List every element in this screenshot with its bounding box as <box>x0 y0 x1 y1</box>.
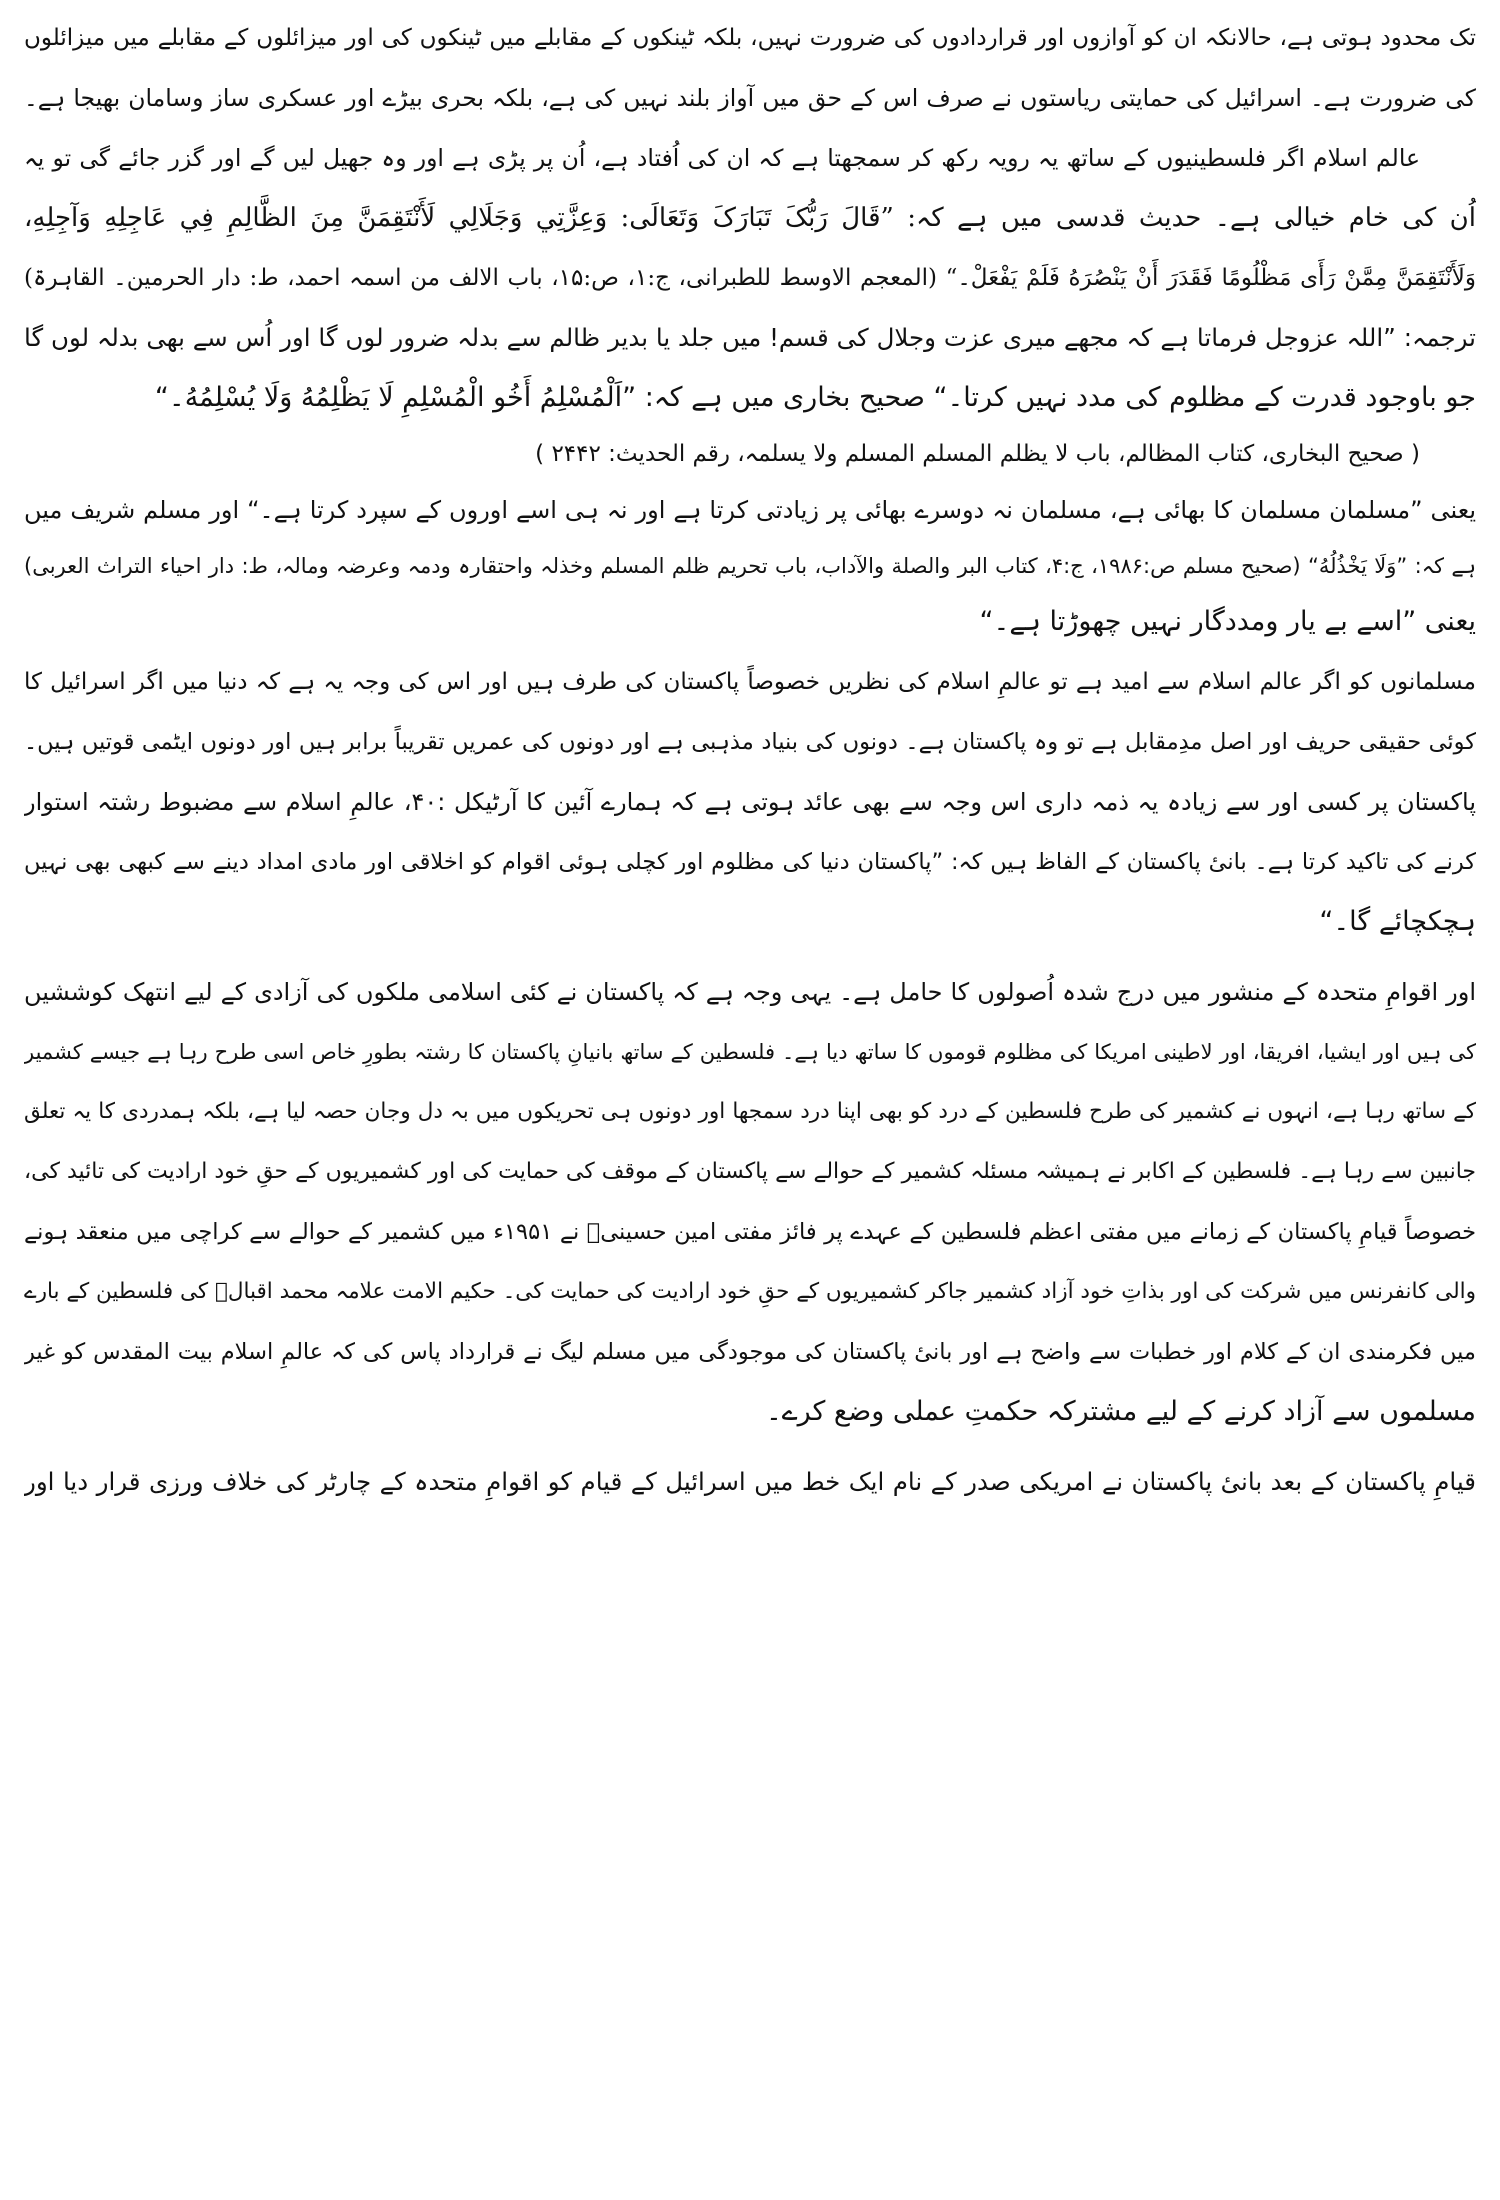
text-line: اور اقوامِ متحدہ کے منشور میں درج شدہ اُصولوں کا حامل ہے۔ یہی وجہ ہے کہ پاکستان نے کئی اسلامی ملکوں کی آزادی کے لیے انتھک کوششیں <box>24 978 1476 1006</box>
text-line: جو باوجود قدرت کے مظلوم کی مدد نہیں کرتا۔“ صحیح بخاری میں ہے کہ: ”اَلْمُسْلِمُ أَخُو الْمُسْلِمِ لَا يَظْلِمُهُ وَلَا يُسْلِمُهُ۔“ <box>154 382 1476 413</box>
text-line: اُن کی خام خیالی ہے۔ حدیث قدسی میں ہے کہ: ”قَالَ رَبُّکَ تَبَارَکَ وَتَعَالَی: وَعِزَّتِي وَجَلَالِي لَأَنْتَقِمَنَّ مِنَ الظَّالِمِ فِي عَاجِلِهِ وَآجِلِهِ، <box>24 203 1476 233</box>
text-line: ہچکچائے گا۔“ <box>1319 906 1476 937</box>
text-line: کے ساتھ رہا ہے، انہوں نے کشمیر کی طرح فلسطین کے درد کو بھی اپنا درد سمجھا اور دونوں ہی تحریکوں میں بہ دل وجان حصہ لیا ہے، بلکہ ہمدردی کا یہ تعلق <box>24 1099 1476 1124</box>
paragraph <box>24 8 1476 652</box>
text-line: عالم اسلام اگر فلسطینیوں کے ساتھ یہ رویہ رکھ کر سمجھتا ہے کہ ان کی اُفتاد ہے، اُن پر پڑی ہے اور وہ جھیل لیں گے اور گزر جائے گی تو یہ <box>24 144 1420 172</box>
text-line: مسلمانوں کو اگر عالم اسلام سے امید ہے تو عالمِ اسلام کی نظریں خصوصاً پاکستان کی طرف ہیں اور اس کی وجہ یہ ہے کہ دنیا میں اگر اسرائیل کا <box>24 669 1476 695</box>
text-line: یعنی ”مسلمان مسلمان کا بھائی ہے، مسلمان نہ دوسرے بھائی پر زیادتی کرتا ہے اور نہ ہی اسے اوروں کے سپرد کرتا ہے۔“ اور مسلم شریف میں <box>24 496 1476 524</box>
text-line: کی ہیں اور ایشیا، افریقا، اور لاطینی امریکا کی مظلوم قوموں کا ساتھ دیا ہے۔ فلسطین کے ساتھ بانیانِ پاکستان کا رشتہ بطورِ خاص اسی طرح رہا ہے جیسے کشمیر <box>24 1040 1476 1064</box>
text-line: کی ضرورت ہے۔ اسرائیل کی حمایتی ریاستوں نے صرف اس کے حق میں آواز بلند نہیں کی ہے، بلکہ بحری بیڑے اور عسکری ساز وسامان بھیجا ہے۔ <box>24 84 1476 112</box>
reference-line: ہے کہ: ”وَلَا يَخْذُلُهُ“ (صحیح مسلم ص:۱۹۸۶، ج:۴، کتاب البر والصلة والآداب، باب تحریم ظلم المسلم وخذلہ واحتقارہ ودمہ وعرضہ ومالہ، ط: دار احیاء التراث العربی) <box>24 554 1476 578</box>
text-line: وَلَأَنْتَقِمَنَّ مِمَّنْ رَأَى مَظْلُومًا فَقَدَرَ أَنْ يَنْصُرَهُ فَلَمْ يَفْعَلْ۔“ (المعجم الاوسط للطبرانی، ج:۱، ص:۱۵، باب الالف من اسمہ احمد، ط: دار الحرمین۔ القاہرۃ) <box>24 265 1476 291</box>
text-line: یعنی ”اسے بے یار ومددگار نہیں چھوڑتا ہے۔“ <box>979 606 1476 637</box>
paragraph <box>24 652 1476 952</box>
text-line: جانبین سے رہا ہے۔ فلسطین کے اکابر نے ہمیشہ مسئلہ کشمیر کے حوالے سے پاکستان کے موقف کی حمایت کی اور کشمیریوں کے حقِ خود ارادیت کی تائید کی، <box>24 1159 1476 1184</box>
text-line: ترجمہ: ”اللہ عزوجل فرماتا ہے کہ مجھے میری عزت وجلال کی قسم! میں جلد یا بدیر ظالم سے بدلہ ضرور لوں گا اور اُس سے بھی بدلہ لوں گا <box>24 323 1476 352</box>
text-line: والی کانفرنس میں شرکت کی اور بذاتِ خود آزاد کشمیر جاکر کشمیریوں کے حقِ خود ارادیت کی حمایت کی۔ حکیم الامت علامہ محمد اقبالؒ کی فلسطین کے بارے <box>24 1279 1476 1304</box>
reference-line: ( صحیح البخاری، کتاب المظالم، باب لا یظلم المسلم المسلم ولا یسلمہ، رقم الحدیث: ۲۴۴۲ ) <box>535 441 1420 467</box>
text-line: پاکستان پر کسی اور سے زیادہ یہ ذمہ داری اس وجہ سے بھی عائد ہوتی ہے کہ ہمارے آئین کا آرٹیکل :۴۰، عالمِ اسلام سے مضبوط رشتہ استوار <box>24 788 1476 816</box>
text-line: کرنے کی تاکید کرتا ہے۔ بانیٔ پاکستان کے الفاظ ہیں کہ: ”پاکستان دنیا کی مظلوم اور کچلی ہوئی اقوام کو اخلاقی اور مادی امداد دینے سے کبھی بھی نہیں <box>24 849 1476 875</box>
text-line: خصوصاً قیامِ پاکستان کے زمانے میں مفتی اعظم فلسطین کے عہدے پر فائز مفتی امین حسینیؒ نے ۱۹۵۱ء میں کشمیر کے حوالے سے کراچی میں منعقد ہونے <box>24 1219 1476 1245</box>
paragraph <box>24 962 1476 1512</box>
text-line: مسلموں سے آزاد کرنے کے لیے مشترکہ حکمتِ عملی وضع کرے۔ <box>765 1396 1476 1427</box>
text-line: تک محدود ہوتی ہے، حالانکہ ان کو آوازوں اور قراردادوں کی ضرورت نہیں، بلکہ ٹینکوں کے مقابلے میں ٹینکوں کی اور میزائلوں کے مقابلے میں میزائلوں <box>24 25 1476 51</box>
text-line: میں فکرمندی ان کے کلام اور خطبات سے واضح ہے اور بانیٔ پاکستان کی موجودگی میں مسلم لیگ نے قرارداد پاس کی کہ عالمِ اسلام بیت المقدس کو غیر <box>24 1339 1476 1365</box>
text-line: قیامِ پاکستان کے بعد بانیٔ پاکستان نے امریکی صدر کے نام ایک خط میں اسرائیل کے قیام کو اقوامِ متحدہ کے چارٹر کی خلاف ورزی قرار دیا اور <box>24 1467 1476 1496</box>
text-line: کوئی حقیقی حریف اور اصل مدِمقابل ہے تو وہ پاکستان ہے۔ دونوں کی بنیاد مذہبی ہے اور دونوں کی عمریں تقریباً برابر ہیں اور دونوں ایٹمی قوتیں ہیں۔ <box>24 729 1476 755</box>
